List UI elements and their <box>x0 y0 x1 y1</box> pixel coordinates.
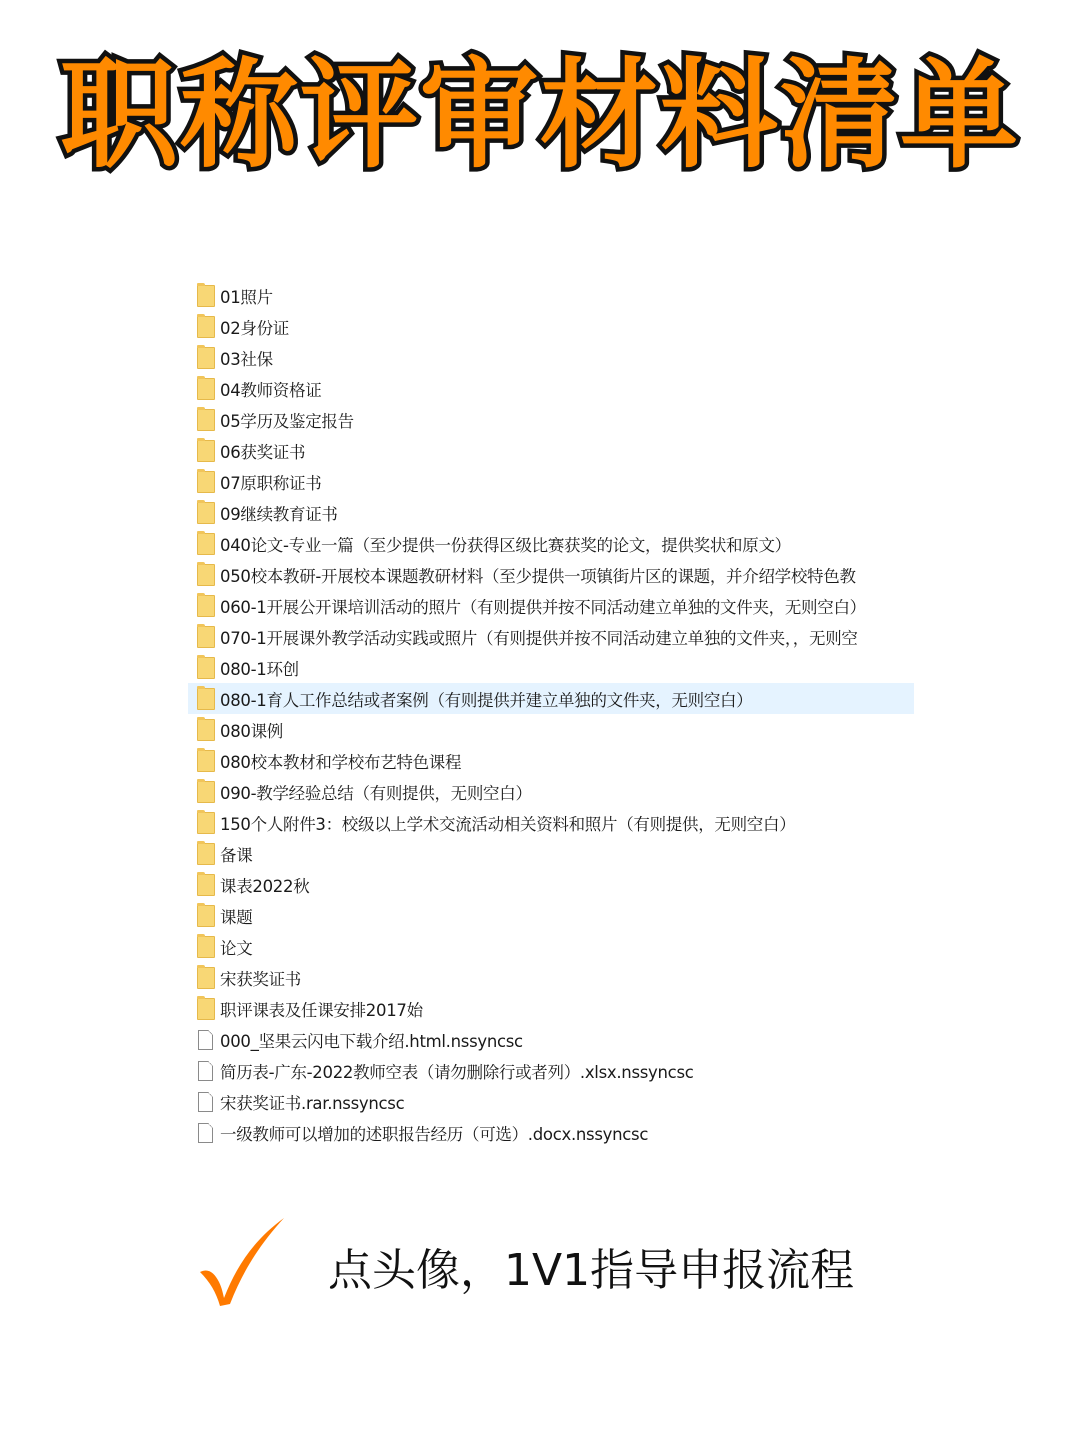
folder-row[interactable] <box>188 683 914 714</box>
folder-name: 060-1开展公开课培训活动的照片（有则提供并按不同活动建立单独的文件夹，无则空白） <box>220 597 866 617</box>
folder-name: 080-1环创 <box>220 659 299 679</box>
file-name: 简历表-广东-2022教师空表（请勿删除行或者列）.xlsx.nssyncsc <box>220 1062 694 1082</box>
folder-name: 论文 <box>220 938 253 958</box>
folder-name: 课表2022秋 <box>220 876 310 896</box>
folder-row[interactable] <box>188 342 914 373</box>
folder-icon <box>197 564 215 586</box>
folder-icon <box>197 316 215 338</box>
folder-row[interactable] <box>188 776 914 807</box>
footer <box>0 1210 1080 1320</box>
folder-name: 070-1开展课外教学活动实践或照片（有则提供并按不同活动建立单独的文件夹，，无则空 <box>220 628 858 648</box>
folder-row[interactable] <box>188 931 914 962</box>
folder-row[interactable] <box>188 962 914 993</box>
folder-icon <box>197 440 215 462</box>
folder-icon <box>197 936 215 958</box>
folder-row[interactable] <box>188 745 914 776</box>
folder-row[interactable] <box>188 714 914 745</box>
file-icon <box>198 1123 213 1143</box>
folder-icon <box>197 905 215 927</box>
folder-icon <box>197 471 215 493</box>
folder-row[interactable] <box>188 373 914 404</box>
folder-name: 02身份证 <box>220 318 289 338</box>
folder-icon <box>197 595 215 617</box>
file-name: 000_坚果云闪电下载介绍.html.nssyncsc <box>220 1031 523 1051</box>
folder-name: 150个人附件3：校级以上学术交流活动相关资料和照片（有则提供，无则空白） <box>220 814 796 834</box>
folder-icon <box>197 750 215 772</box>
folder-row[interactable] <box>188 621 914 652</box>
file-row[interactable] <box>188 1055 914 1086</box>
file-icon <box>198 1061 213 1081</box>
folder-name: 07原职称证书 <box>220 473 322 493</box>
folder-row[interactable] <box>188 838 914 869</box>
folder-row[interactable] <box>188 652 914 683</box>
file-name: 宋获奖证书.rar.nssyncsc <box>220 1093 405 1113</box>
folder-icon <box>197 998 215 1020</box>
folder-name: 备课 <box>220 845 253 865</box>
folder-row[interactable] <box>188 993 914 1024</box>
folder-name: 09继续教育证书 <box>220 504 338 524</box>
folder-icon <box>197 874 215 896</box>
folder-name: 宋获奖证书 <box>220 969 302 989</box>
folder-name: 040论文-专业一篇（至少提供一份获得区级比赛获奖的论文，提供奖状和原文） <box>220 535 791 555</box>
file-row[interactable] <box>188 1117 914 1148</box>
folder-name: 080-1育人工作总结或者案例（有则提供并建立单独的文件夹，无则空白） <box>220 690 753 710</box>
folder-row[interactable] <box>188 559 914 590</box>
folder-name: 04教师资格证 <box>220 380 322 400</box>
folder-icon <box>197 967 215 989</box>
page-title: 职称评审材料清单 <box>59 46 1020 184</box>
folder-row[interactable] <box>188 497 914 528</box>
folder-name: 03社保 <box>220 349 273 369</box>
folder-name: 080校本教材和学校布艺特色课程 <box>220 752 462 772</box>
folder-icon <box>197 285 215 307</box>
folder-name: 090-教学经验总结（有则提供，无则空白） <box>220 783 532 803</box>
folder-row[interactable] <box>188 528 914 559</box>
folder-icon <box>197 688 215 710</box>
folder-icon <box>197 657 215 679</box>
folder-icon <box>197 719 215 741</box>
folder-row[interactable] <box>188 311 914 342</box>
folder-row[interactable] <box>188 590 914 621</box>
file-name: 一级教师可以增加的述职报告经历（可选）.docx.nssyncsc <box>220 1124 649 1144</box>
folder-icon <box>197 502 215 524</box>
folder-icon <box>197 843 215 865</box>
folder-row[interactable] <box>188 435 914 466</box>
folder-icon <box>197 812 215 834</box>
file-list <box>188 280 914 1152</box>
file-row[interactable] <box>188 1024 914 1055</box>
folder-icon <box>197 533 215 555</box>
folder-name: 职评课表及任课安排2017始 <box>220 1000 423 1020</box>
folder-icon <box>197 347 215 369</box>
folder-row[interactable] <box>188 869 914 900</box>
folder-icon <box>197 409 215 431</box>
cta-text[interactable]: 点头像，1V1指导申报流程 <box>328 1245 855 1296</box>
folder-icon <box>197 378 215 400</box>
folder-name: 05学历及鉴定报告 <box>220 411 354 431</box>
checkmark-icon <box>192 1210 292 1310</box>
folder-name: 课题 <box>220 907 253 927</box>
folder-row[interactable] <box>188 900 914 931</box>
folder-name: 080课例 <box>220 721 283 741</box>
folder-name: 01照片 <box>220 287 273 307</box>
folder-row[interactable] <box>188 280 914 311</box>
folder-name: 050校本教研-开展校本课题教研材料（至少提供一项镇街片区的课题，并介绍学校特色教 <box>220 566 856 586</box>
file-icon <box>198 1030 213 1050</box>
folder-icon <box>197 626 215 648</box>
folder-row[interactable] <box>188 404 914 435</box>
folder-icon <box>197 781 215 803</box>
folder-row[interactable] <box>188 807 914 838</box>
file-icon <box>198 1092 213 1112</box>
file-row[interactable] <box>188 1086 914 1117</box>
folder-row[interactable] <box>188 466 914 497</box>
folder-name: 06获奖证书 <box>220 442 306 462</box>
